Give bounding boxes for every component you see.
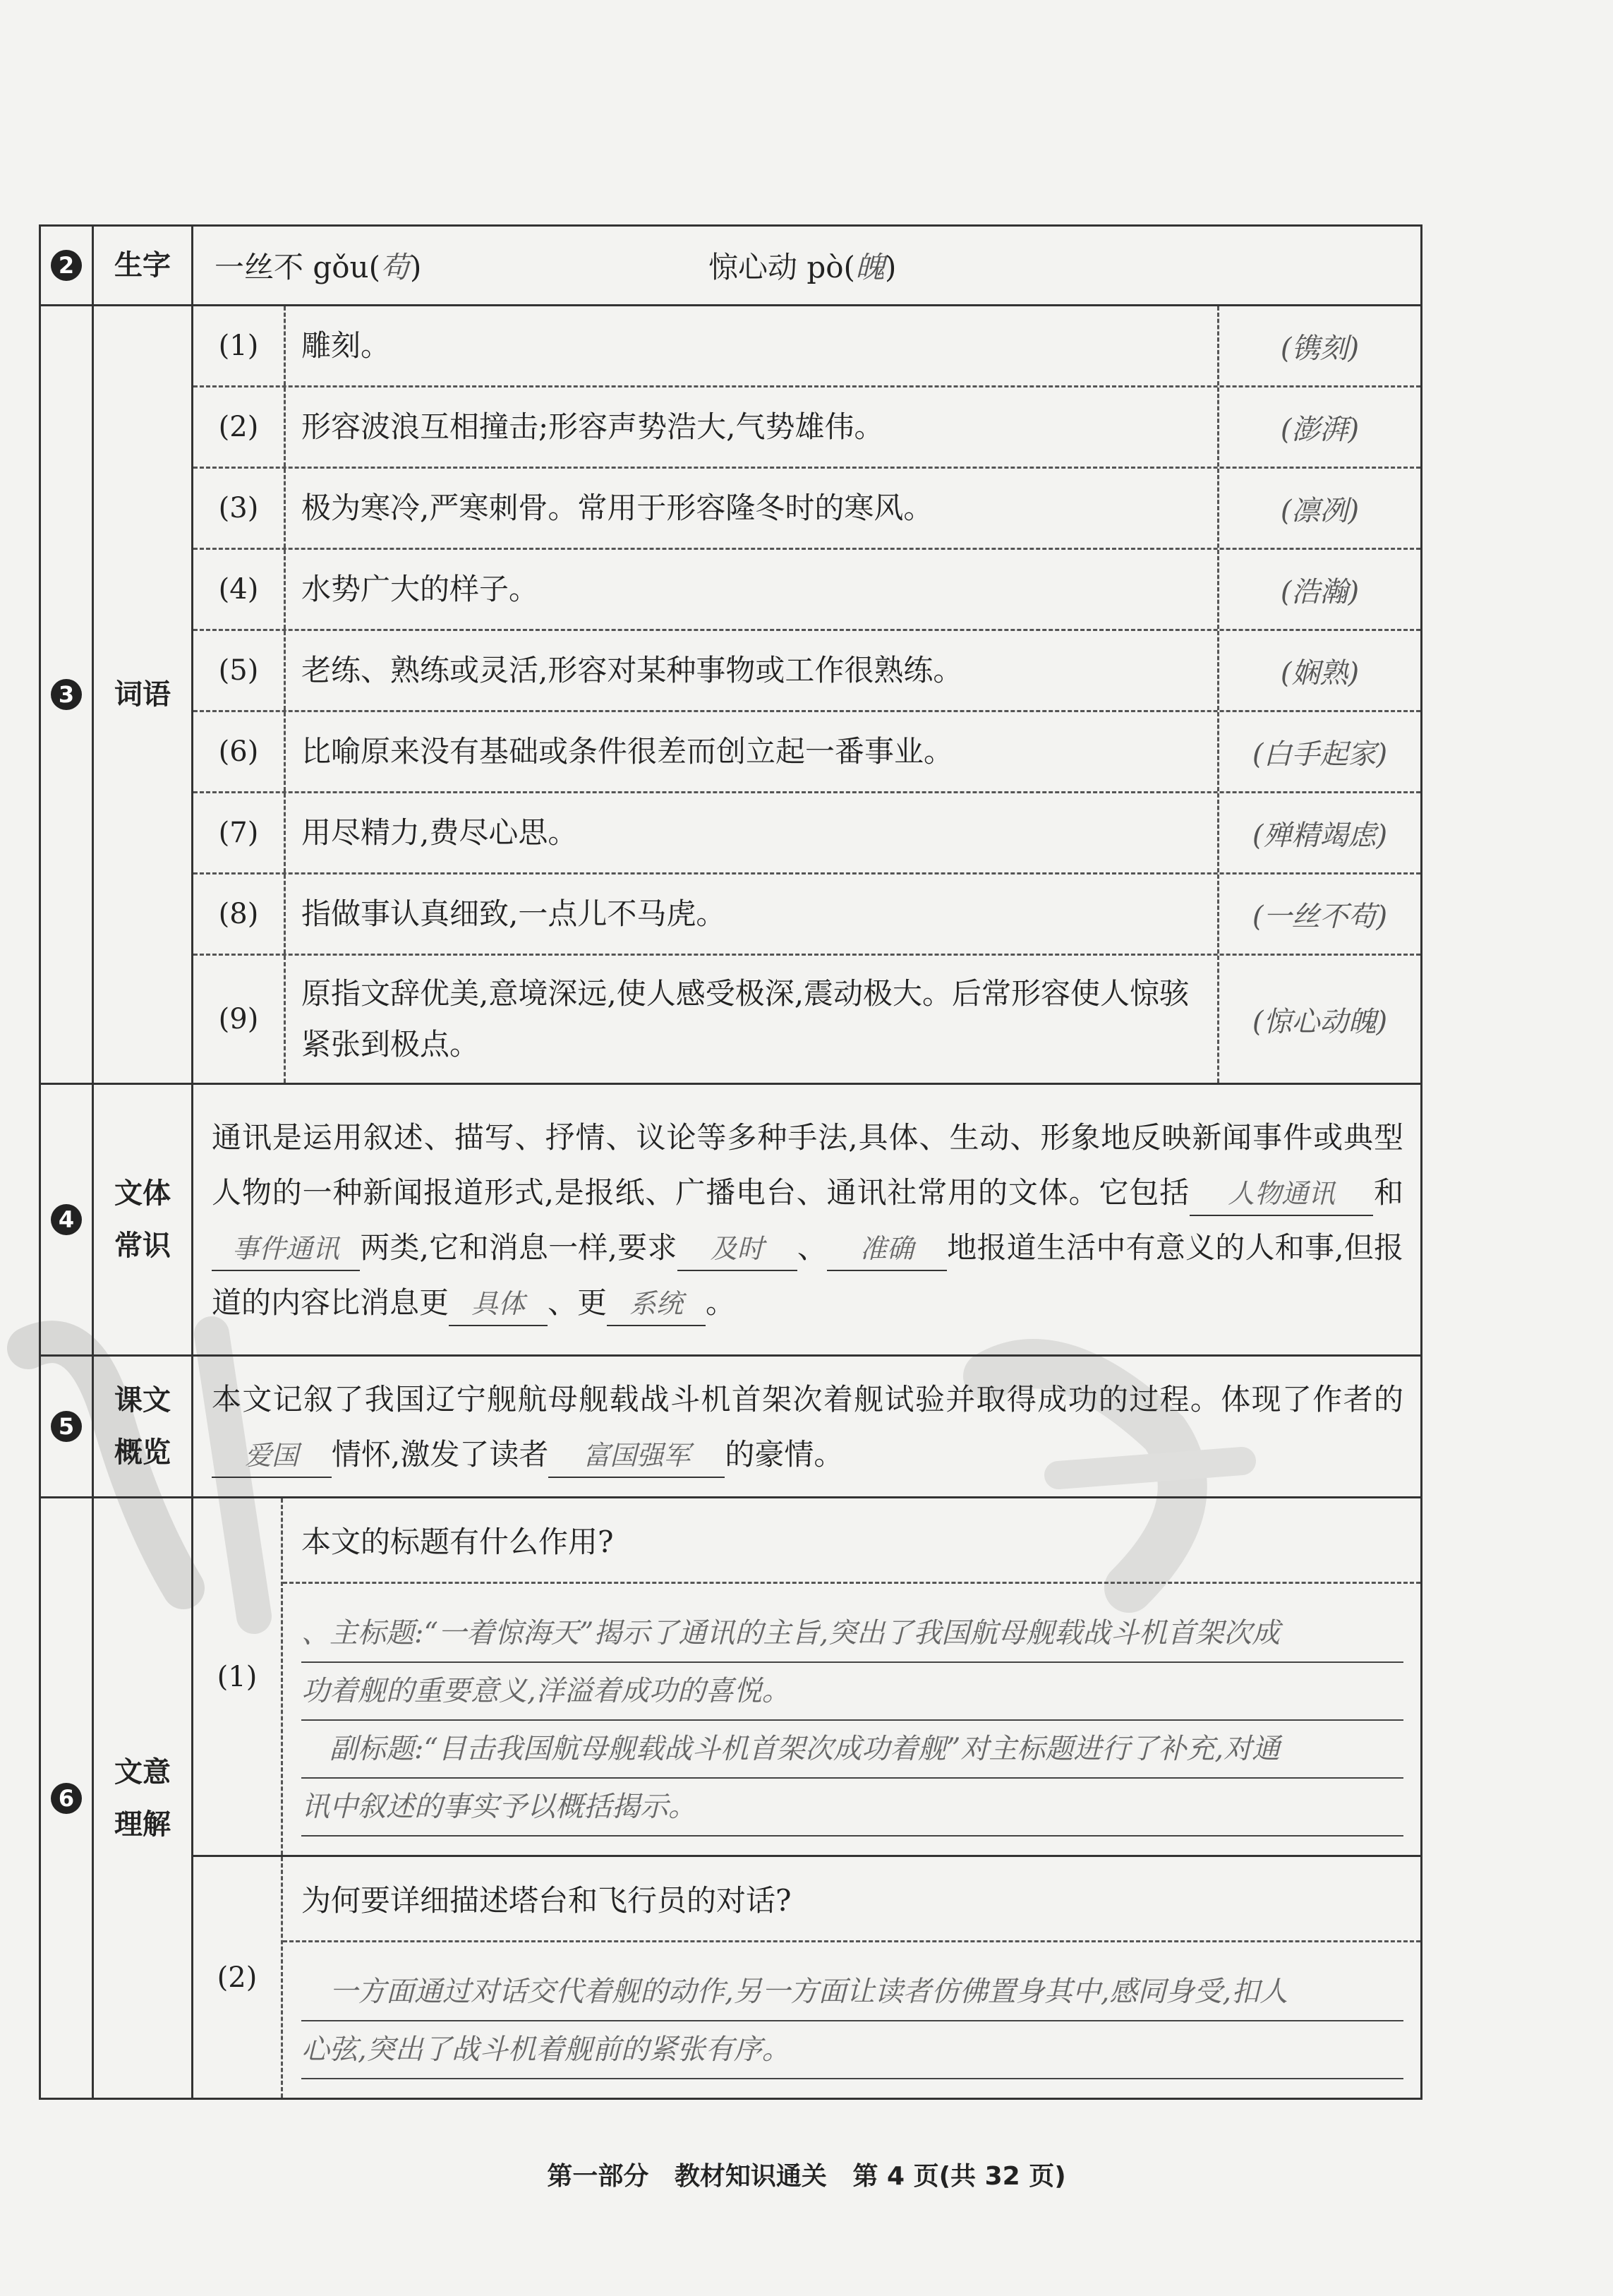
fill-blank: 人物通讯 [1190,1172,1373,1216]
section-label: 文意 理解 [94,1498,193,2098]
section-label: 词语 [94,306,193,1083]
section-genre-knowledge [41,1085,1420,1357]
section-number: 2 [41,227,94,304]
vocab-row: (4) 水势广大的样子。 (浩瀚) [193,550,1420,631]
vocab-row: (6) 比喻原来没有基础或条件很差而创立起一番事业。 (白手起家) [193,712,1420,793]
vocab-row: (8) 指做事认真细致,一点儿不马虎。 (一丝不苟) [193,874,1420,956]
genre-paragraph: 通讯是运用叙述、描写、抒情、议论等多种手法,具体、生动、形象地反映新闻事件或典型人物的一种新闻报道形式,是报纸、广播电台、通讯社常用的文体。它包括 人物通讯 和事件通讯 两类,它和消息一样,要求 及时 、 准确 地报道生活中有意义的人和事,但报道的内容比消息更 具体 、更 系统 。 [193,1085,1420,1354]
section-number: 5 [41,1357,94,1496]
fill-blank: 及时 [677,1227,797,1271]
section-label: 文体 常识 [94,1085,193,1354]
handwritten-answer: (一丝不苟) [1217,874,1420,954]
fill-blank: 具体 [449,1282,548,1326]
section-characters [41,227,1420,306]
vocab-row: (9) 原指文辞优美,意境深远,使人感受极深,震动极大。后常形容使人惊骇紧张到极点。 (惊心动魄) [193,956,1420,1083]
handwritten-answer: (惊心动魄) [1217,956,1420,1083]
handwritten-answer: (凛冽) [1217,469,1420,548]
character-item: 一丝不 gǒu(苟) [215,250,422,284]
question-text: 本文的标题有什么作用? [283,1498,1420,1584]
handwritten-answer: (殚精竭虑) [1217,793,1420,872]
fill-blank: 爱国 [212,1434,332,1478]
vocabulary-list [193,306,1420,1083]
section-label: 课文 概览 [94,1357,193,1496]
section-number: 6 [41,1498,94,2098]
page-footer: 第一部分 教材知识通关 第 4 页(共 32 页) [547,2162,1066,2191]
vocab-row: (7) 用尽精力,费尽心思。 (殚精竭虑) [193,793,1420,874]
question-text: 为何要详细描述塔台和飞行员的对话? [283,1857,1420,1942]
knowledge-table [39,224,1422,2100]
fill-blank: 富国强军 [548,1434,725,1478]
fill-blank: 准确 [827,1227,947,1271]
section-overview [41,1357,1420,1498]
handwritten-answer: 苟 [380,250,410,284]
handwritten-answer: (镌刻) [1217,306,1420,385]
section-vocabulary [41,306,1420,1085]
handwritten-answer: (娴熟) [1217,631,1420,710]
handwritten-answer: (白手起家) [1217,712,1420,791]
fill-blank: 事件通讯 [212,1227,360,1271]
handwritten-answer: 魄 [854,250,885,284]
comprehension-questions [193,1498,1420,2098]
question-block: (1) 本文的标题有什么作用? 、主标题:“一着惊海天”揭示了通讯的主旨,突出了我国航母舰载战斗机首架次成 功着舰的重要意义,洋溢着成功的喜悦。 副标题:“目击我国航母舰载战斗机首架次成功着舰”对主标题进行了补充,对通 讯中叙述的事实予以概括揭示。 [193,1498,1420,1857]
character-item: 惊心动 pò(魄) [708,250,897,284]
vocab-row: (2) 形容波浪互相撞击;形容声势浩大,气势雄伟。 (澎湃) [193,387,1420,469]
handwritten-answer: (澎湃) [1217,387,1420,467]
section-number: 3 [41,306,94,1083]
handwritten-answer: (浩瀚) [1217,550,1420,629]
section-number: 4 [41,1085,94,1354]
overview-paragraph: 本文记叙了我国辽宁舰航母舰载战斗机首架次着舰试验并取得成功的过程。体现了作者的爱国 情怀,激发了读者 富国强军 的豪情。 [193,1357,1420,1496]
vocab-row: (5) 老练、熟练或灵活,形容对某种事物或工作很熟练。 (娴熟) [193,631,1420,712]
fill-blank: 系统 [607,1282,706,1326]
vocab-row: (1) 雕刻。 (镌刻) [193,306,1420,387]
handwritten-answer: 、主标题:“一着惊海天”揭示了通讯的主旨,突出了我国航母舰载战斗机首架次成 功着舰的重要意义,洋溢着成功的喜悦。 副标题:“目击我国航母舰载战斗机首架次成功着舰”对主标题进行了补充,对通 讯中叙述的事实予以概括揭示。 [283,1584,1420,1855]
section-comprehension [41,1498,1420,2098]
question-block: (2) 为何要详细描述塔台和飞行员的对话? 一方面通过对话交代着舰的动作,另一方面让读者仿佛置身其中,感同身受,扣人 心弦,突出了战斗机着舰前的紧张有序。 [193,1857,1420,2098]
section-label: 生字 [94,227,193,304]
vocab-row: (3) 极为寒冷,严寒刺骨。常用于形容隆冬时的寒风。 (凛冽) [193,469,1420,550]
handwritten-answer: 一方面通过对话交代着舰的动作,另一方面让读者仿佛置身其中,感同身受,扣人 心弦,突出了战斗机着舰前的紧张有序。 [283,1942,1420,2098]
characters-content [193,227,1420,304]
